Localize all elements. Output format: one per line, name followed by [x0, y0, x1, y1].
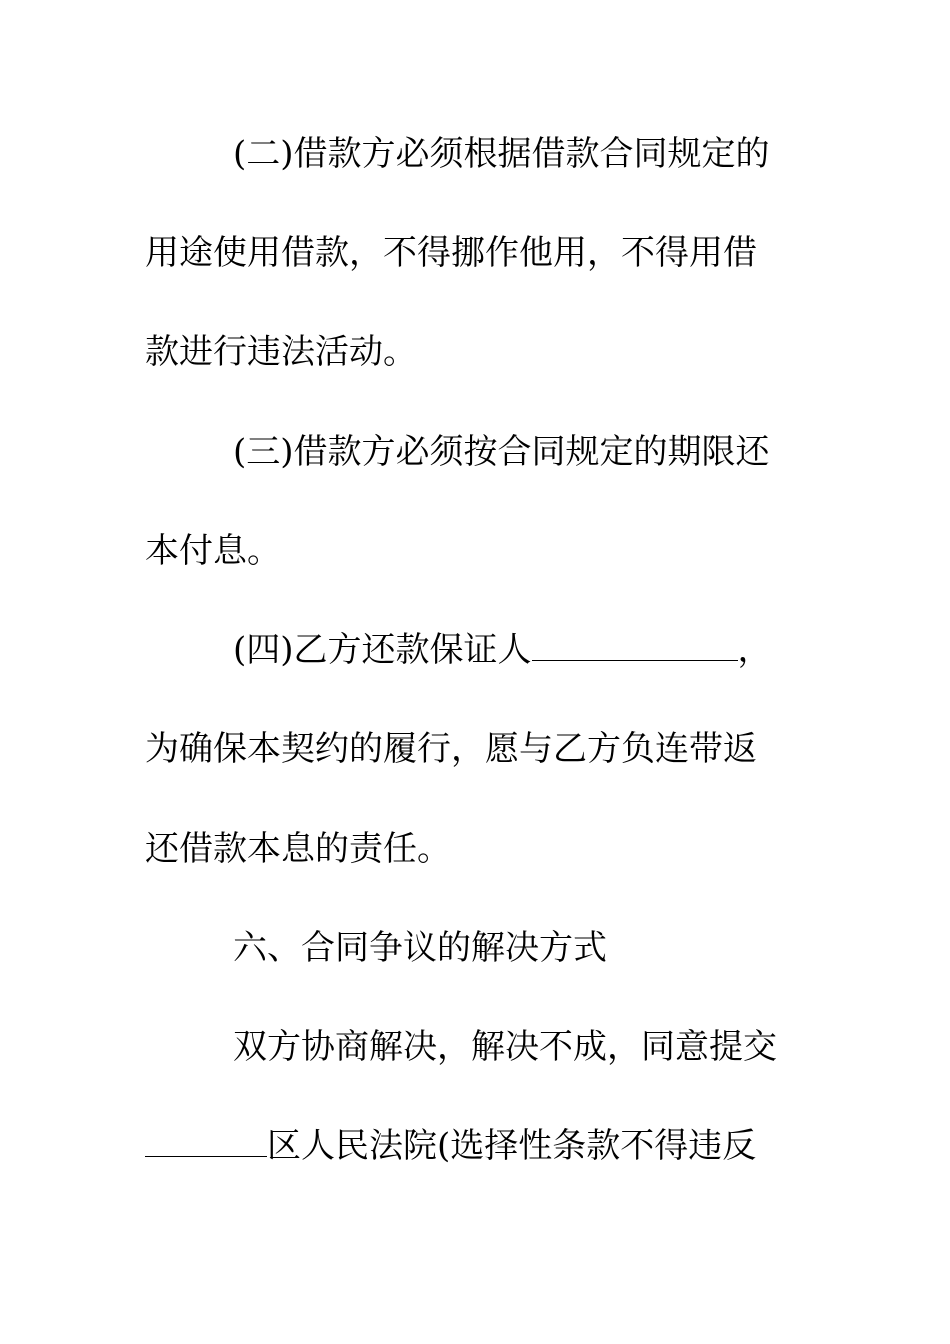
section-heading-text: 六、合同争议的解决方式 [233, 928, 607, 968]
line-text: (三)借款方必须按合同规定的期限还 [233, 432, 770, 472]
paragraph-line [145, 233, 805, 273]
guarantor-blank [532, 632, 738, 661]
court-district-blank [145, 1128, 267, 1157]
guarantor-line [233, 630, 803, 670]
line-text: 为确保本契约的履行，愿与乙方负连带返 [145, 729, 757, 769]
line-text: 还借款本息的责任。 [145, 829, 451, 869]
line-text: 本付息。 [145, 531, 281, 571]
paragraph-line [233, 1027, 803, 1067]
line-punctuation: ， [737, 630, 772, 670]
paragraph-line [145, 332, 805, 372]
paragraph-line [145, 829, 805, 869]
section-heading [233, 928, 803, 968]
paragraph-line [233, 134, 803, 174]
line-text: 款进行违法活动。 [145, 332, 417, 372]
paragraph-line [233, 432, 803, 472]
line-text: 双方协商解决，解决不成，同意提交 [233, 1027, 777, 1067]
line-text: (二)借款方必须根据借款合同规定的 [233, 134, 770, 174]
line-text: 用途使用借款，不得挪作他用，不得用借 [145, 233, 757, 273]
guarantor-label: (四)乙方还款保证人 [233, 630, 532, 670]
paragraph-line [145, 531, 805, 571]
court-line [145, 1126, 805, 1166]
paragraph-line [145, 729, 805, 769]
court-text: 区人民法院(选择性条款不得违反 [267, 1126, 757, 1166]
